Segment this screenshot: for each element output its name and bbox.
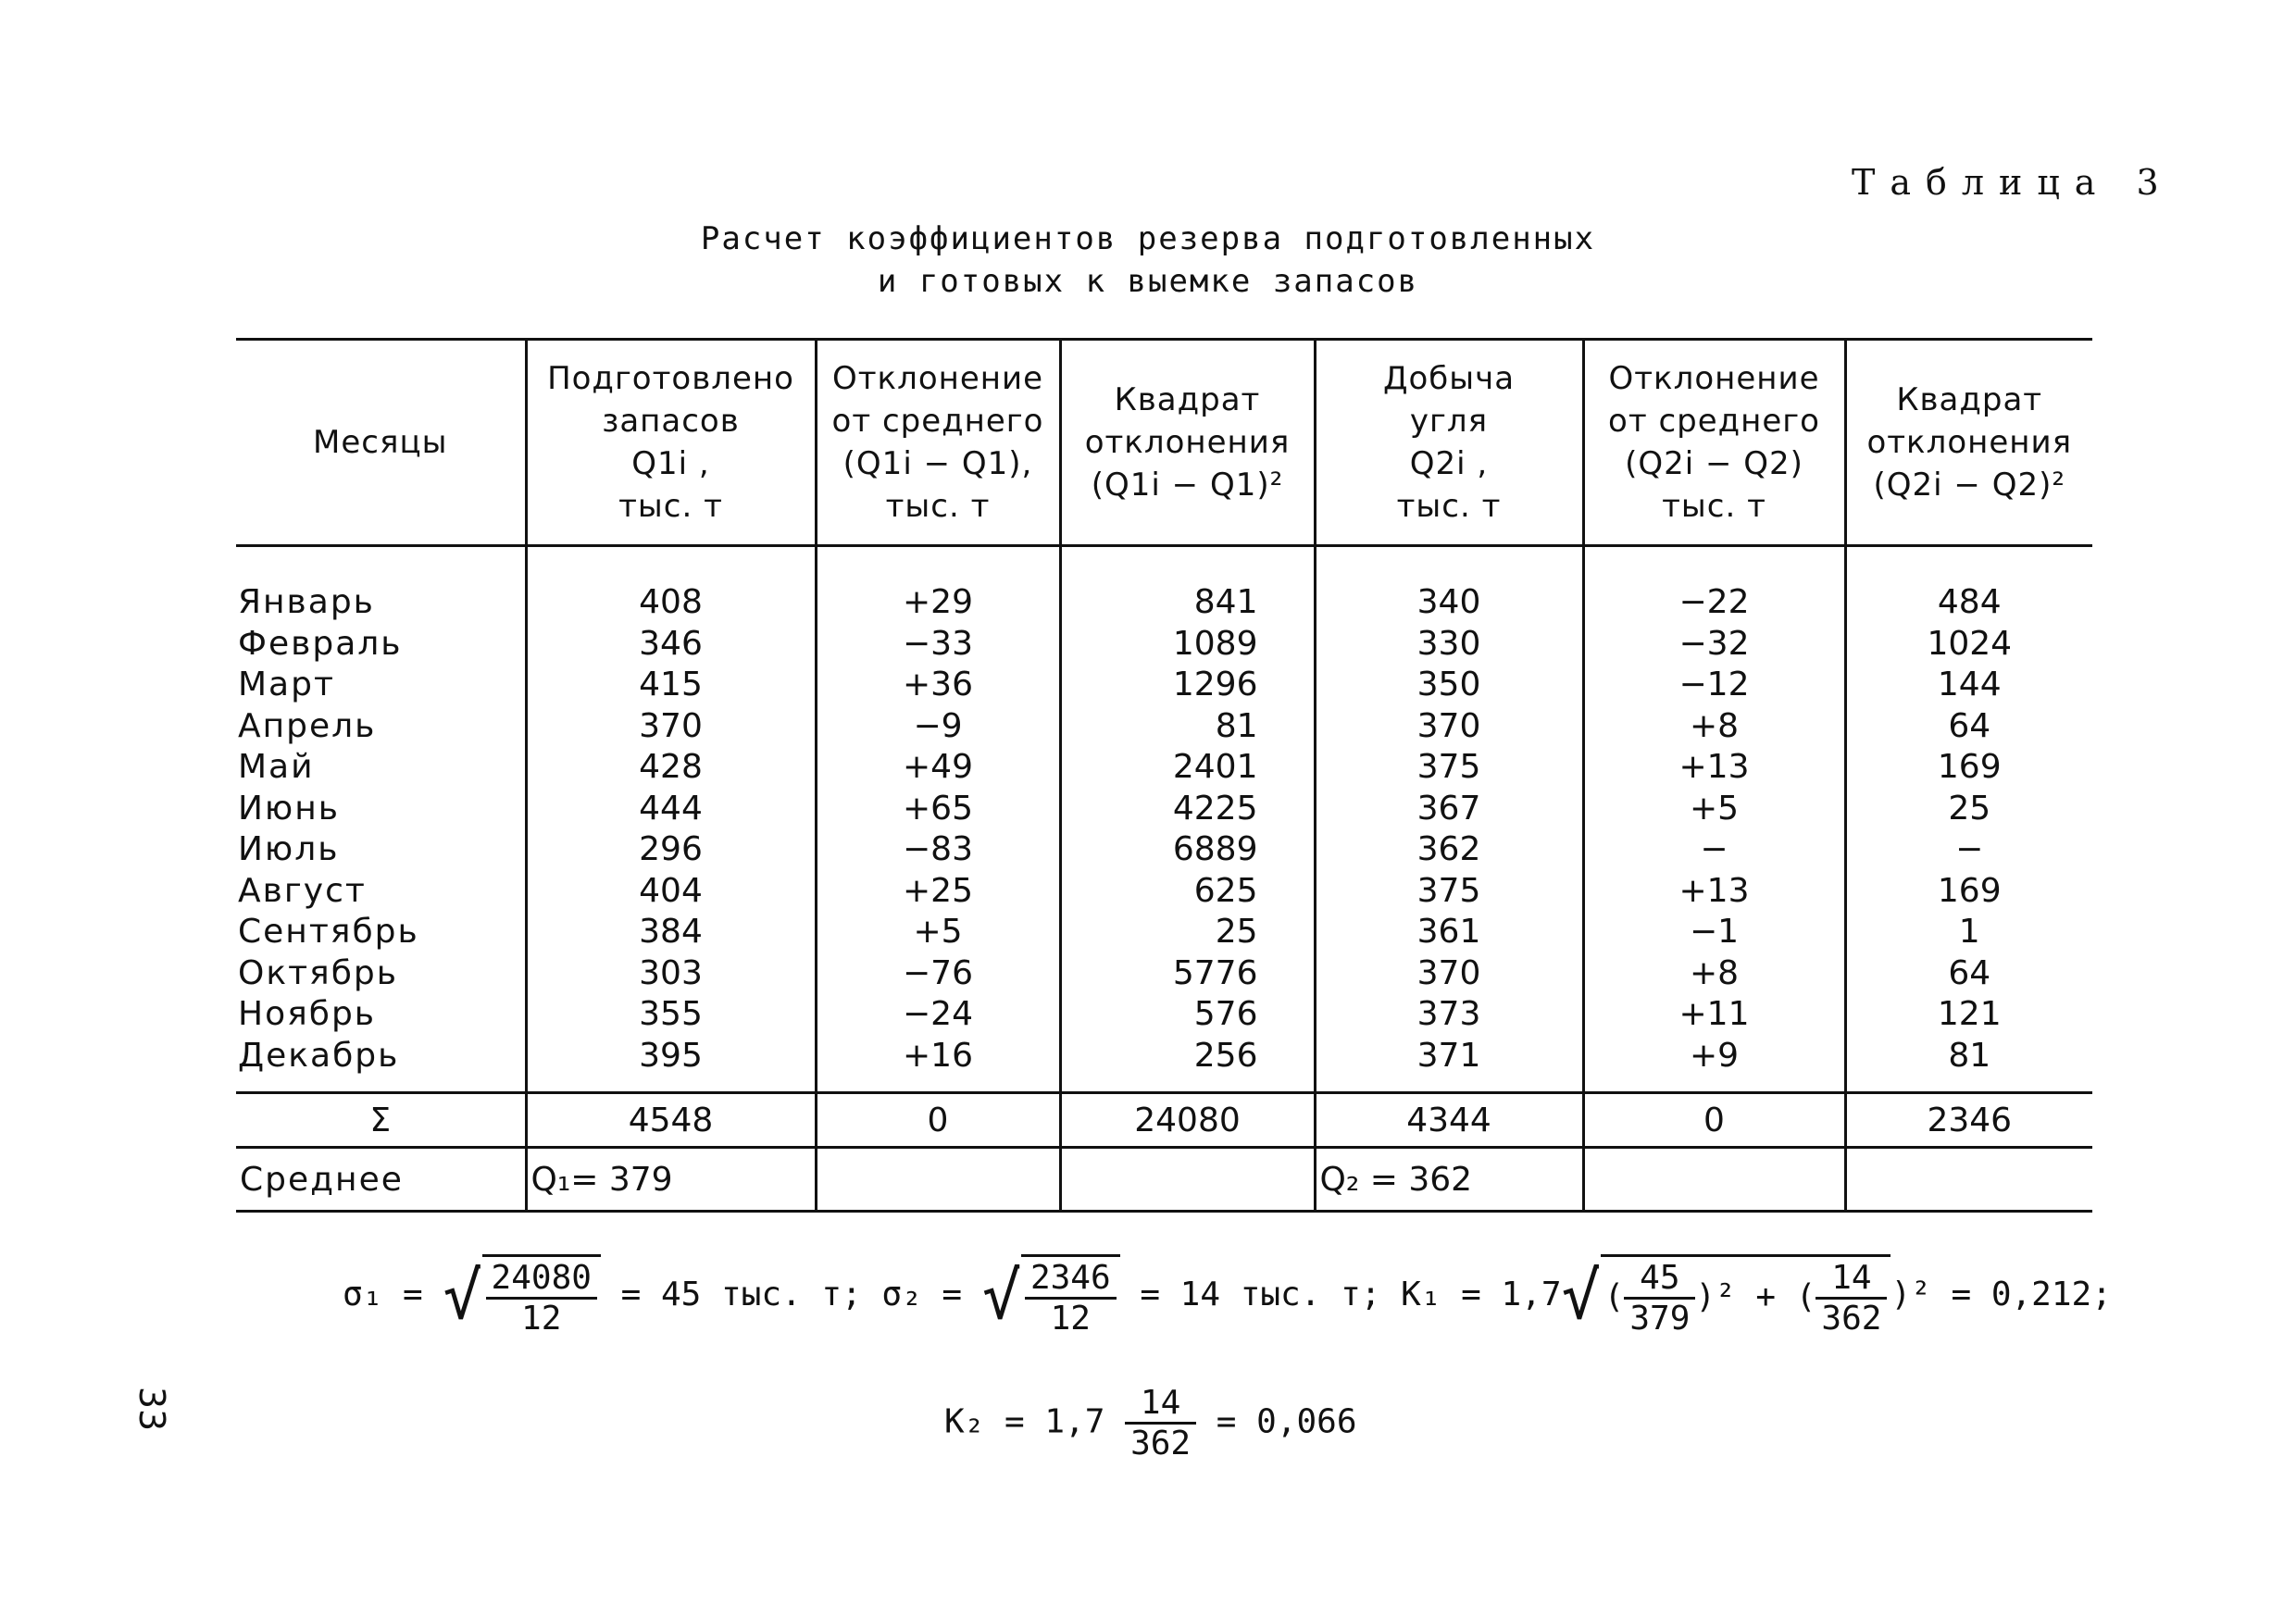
mining-cell: 375 xyxy=(1315,871,1583,913)
sum-s2: 2346 xyxy=(1845,1093,2092,1148)
table-label: Таблица 3 xyxy=(1852,162,2174,203)
sigma1-denominator: 12 xyxy=(521,1300,562,1338)
square-1-cell: 2401 xyxy=(1060,747,1315,789)
deviation-1-cell: +65 xyxy=(816,789,1060,830)
mining-cell: 362 xyxy=(1315,829,1583,871)
square-2-cell: 484 xyxy=(1845,546,2092,624)
average-q1: Q₁= 379 xyxy=(526,1148,816,1212)
prepared-cell: 346 xyxy=(526,624,816,666)
prepared-cell: 444 xyxy=(526,789,816,830)
sigma2-label: σ₂ = xyxy=(881,1276,963,1313)
header-square-1: Квадрат отклонения (Q1i − Q1)² xyxy=(1060,340,1315,546)
table-row xyxy=(236,1036,2092,1093)
square-2-cell: 64 xyxy=(1845,706,2092,748)
deviation-1-cell: +49 xyxy=(816,747,1060,789)
table-row xyxy=(236,706,2092,748)
header-mining: Добыча угля Q2i , тыс. т xyxy=(1315,340,1583,546)
header-deviation-2: Отклонение от среднего (Q2i − Q2) тыс. т xyxy=(1583,340,1845,546)
deviation-1-cell: +29 xyxy=(816,546,1060,624)
deviation-2-cell: +8 xyxy=(1583,953,1845,995)
sigma2-result: = 14 тыс. т; xyxy=(1140,1276,1381,1313)
prepared-cell: 395 xyxy=(526,1036,816,1093)
k1-f2-denominator: 362 xyxy=(1821,1300,1882,1338)
mining-cell: 330 xyxy=(1315,624,1583,666)
header-row xyxy=(236,340,2092,546)
k1-f1-numerator: 45 xyxy=(1624,1259,1695,1300)
deviation-1-cell: +16 xyxy=(816,1036,1060,1093)
square-2-cell: 169 xyxy=(1845,747,2092,789)
month-cell: Июнь xyxy=(238,789,340,828)
sigma2-denominator: 12 xyxy=(1050,1300,1091,1338)
square-1-cell: 1089 xyxy=(1060,624,1315,666)
k1-label: K₁ = 1,7 xyxy=(1401,1276,1562,1313)
prepared-cell: 404 xyxy=(526,871,816,913)
table-row xyxy=(236,665,2092,706)
sum-q2: 4344 xyxy=(1315,1093,1583,1148)
month-cell: Май xyxy=(238,748,315,786)
formula-line-2 xyxy=(944,1384,1357,1462)
sigma1-numerator: 24080 xyxy=(486,1259,597,1300)
sum-s1: 24080 xyxy=(1060,1093,1315,1148)
radical-sign: √ xyxy=(443,1258,482,1334)
deviation-1-cell: −24 xyxy=(816,994,1060,1036)
prepared-cell: 408 xyxy=(526,546,816,624)
deviation-2-cell: −22 xyxy=(1583,546,1845,624)
deviation-2-cell: +11 xyxy=(1583,994,1845,1036)
deviation-2-cell: +8 xyxy=(1583,706,1845,748)
deviation-2-cell: −32 xyxy=(1583,624,1845,666)
deviation-2-cell: +9 xyxy=(1583,1036,1845,1093)
square-2-cell: 25 xyxy=(1845,789,2092,830)
k2-result: = 0,066 xyxy=(1216,1402,1357,1441)
month-cell: Октябрь xyxy=(238,953,398,992)
square-1-cell: 841 xyxy=(1060,546,1315,624)
prepared-cell: 415 xyxy=(526,665,816,706)
square-1-cell: 81 xyxy=(1060,706,1315,748)
square-2-cell: 1024 xyxy=(1845,624,2092,666)
deviation-1-cell: −76 xyxy=(816,953,1060,995)
sum-label: Σ xyxy=(236,1093,526,1148)
square-1-cell: 4225 xyxy=(1060,789,1315,830)
square-1-cell: 1296 xyxy=(1060,665,1315,706)
mining-cell: 375 xyxy=(1315,747,1583,789)
square-1-cell: 576 xyxy=(1060,994,1315,1036)
square-1-cell: 25 xyxy=(1060,912,1315,953)
month-cell: Февраль xyxy=(238,624,403,663)
deviation-2-cell: +5 xyxy=(1583,789,1845,830)
square-2-cell: 64 xyxy=(1845,953,2092,995)
table-row xyxy=(236,994,2092,1036)
square-2-cell: 1 xyxy=(1845,912,2092,953)
square-1-cell: 6889 xyxy=(1060,829,1315,871)
sigma1-radical xyxy=(482,1254,601,1338)
deviation-1-cell: −9 xyxy=(816,706,1060,748)
table-row xyxy=(236,829,2092,871)
sigma2-radical xyxy=(1021,1254,1120,1338)
sum-d2: 0 xyxy=(1583,1093,1845,1148)
table-row xyxy=(236,953,2092,995)
sigma2-numerator: 2346 xyxy=(1025,1259,1117,1300)
mining-cell: 370 xyxy=(1315,953,1583,995)
square-2-cell: − xyxy=(1845,829,2092,871)
header-months: Месяцы xyxy=(236,340,526,546)
mining-cell: 370 xyxy=(1315,706,1583,748)
sigma1-result: = 45 тыс. т; xyxy=(620,1276,862,1313)
prepared-cell: 428 xyxy=(526,747,816,789)
table-row xyxy=(236,912,2092,953)
square-1-cell: 5776 xyxy=(1060,953,1315,995)
average-q2: Q₂ = 362 xyxy=(1315,1148,1583,1212)
radical-sign: √ xyxy=(1561,1258,1601,1334)
square-1-cell: 256 xyxy=(1060,1036,1315,1093)
page-number: 33 xyxy=(131,1386,173,1432)
deviation-1-cell: +25 xyxy=(816,871,1060,913)
table-title-line-1: Расчет коэффициентов резерва подготовленных xyxy=(700,220,1596,257)
deviation-2-cell: +13 xyxy=(1583,747,1845,789)
square-2-cell: 121 xyxy=(1845,994,2092,1036)
month-cell: Ноябрь xyxy=(238,995,377,1033)
k1-radical: ( $\frac{45}{379}$ )² + ( $\frac{14}{362}$ xyxy=(1601,1254,1891,1338)
square-2-cell: 144 xyxy=(1845,665,2092,706)
k1-plus: )² + ( xyxy=(1695,1277,1816,1316)
mining-cell: 340 xyxy=(1315,546,1583,624)
mining-cell: 367 xyxy=(1315,789,1583,830)
deviation-1-cell: +36 xyxy=(816,665,1060,706)
header-deviation-1: Отклонение от среднего (Q1i − Q1), тыс. т xyxy=(816,340,1060,546)
square-1-cell: 625 xyxy=(1060,871,1315,913)
month-cell: Март xyxy=(238,666,335,703)
k1-f1-denominator: 379 xyxy=(1629,1300,1691,1338)
average-label: Среднее xyxy=(236,1148,526,1212)
month-cell: Июль xyxy=(238,830,340,868)
month-cell: Август xyxy=(238,871,367,910)
prepared-cell: 303 xyxy=(526,953,816,995)
sum-q1: 4548 xyxy=(526,1093,816,1148)
square-2-cell: 169 xyxy=(1845,871,2092,913)
table-row xyxy=(236,789,2092,830)
deviation-1-cell: +5 xyxy=(816,912,1060,953)
mining-cell: 371 xyxy=(1315,1036,1583,1093)
month-cell: Декабрь xyxy=(238,1036,400,1075)
k2-label: K₂ = 1,7 xyxy=(944,1402,1105,1441)
coefficient-table xyxy=(236,338,2092,1213)
deviation-2-cell: −12 xyxy=(1583,665,1845,706)
table-row xyxy=(236,871,2092,913)
radical-sign: √ xyxy=(981,1258,1021,1334)
prepared-cell: 296 xyxy=(526,829,816,871)
k2-denominator: 362 xyxy=(1130,1425,1192,1462)
deviation-1-cell: −33 xyxy=(816,624,1060,666)
sum-d1: 0 xyxy=(816,1093,1060,1148)
deviation-1-cell: −83 xyxy=(816,829,1060,871)
prepared-cell: 370 xyxy=(526,706,816,748)
month-cell: Апрель xyxy=(238,706,377,745)
prepared-cell: 384 xyxy=(526,912,816,953)
month-cell: Январь xyxy=(238,583,375,621)
formula-line-1 xyxy=(343,1254,2112,1338)
average-row xyxy=(236,1148,2092,1212)
mining-cell: 350 xyxy=(1315,665,1583,706)
header-square-2: Квадрат отклонения (Q2i − Q2)² xyxy=(1845,340,2092,546)
table-row xyxy=(236,624,2092,666)
k1-f2-numerator: 14 xyxy=(1816,1259,1887,1300)
mining-cell: 373 xyxy=(1315,994,1583,1036)
square-2-cell: 81 xyxy=(1845,1036,2092,1093)
sigma1-label: σ₁ = xyxy=(343,1276,423,1313)
sum-row xyxy=(236,1093,2092,1148)
month-cell: Сентябрь xyxy=(238,913,419,951)
table-row xyxy=(236,546,2092,624)
deviation-2-cell: +13 xyxy=(1583,871,1845,913)
deviation-2-cell: − xyxy=(1583,829,1845,871)
k1-result: )² = 0,212; xyxy=(1890,1276,2112,1313)
mining-cell: 361 xyxy=(1315,912,1583,953)
table-row xyxy=(236,747,2092,789)
deviation-2-cell: −1 xyxy=(1583,912,1845,953)
table-title-line-2: и готовых к выемке запасов xyxy=(877,263,1419,300)
header-prepared: Подготовлено запасов Q1i , тыс. т xyxy=(526,340,816,546)
prepared-cell: 355 xyxy=(526,994,816,1036)
k2-numerator: 14 xyxy=(1125,1384,1196,1425)
